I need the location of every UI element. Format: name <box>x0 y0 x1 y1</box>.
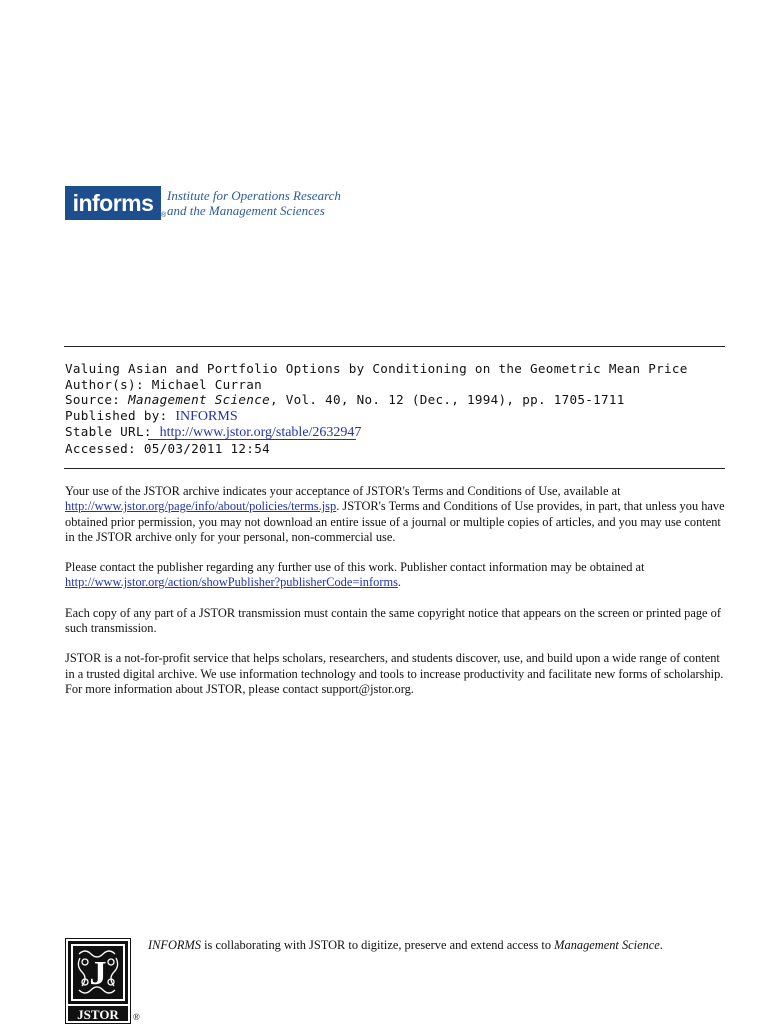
registered-mark: ® <box>161 212 167 219</box>
stable-url-underline <box>148 439 356 440</box>
published-line <box>65 408 725 425</box>
informs-logo <box>65 181 365 225</box>
informs-logo-wordmark: informs <box>72 189 154 216</box>
terms-paragraph-1 <box>65 484 725 545</box>
terms-p1-rest: . JSTOR's Terms and Conditions of Use provides, in part, that unless you have obtained prior permission, you may not download an entire issue of a journal or multiple copies of articles, and you may use content in the JSTOR archive only for your personal, non-commercial use. <box>65 499 725 544</box>
terms-paragraph-4: JSTOR is a not-for-profit service that helps scholars, researchers, and students discover, use, and build upon a wide range of content in a trusted digital archive. We use information technology and tools to increase productivity and facilitate new forms of scholarship. For more information about JSTOR, please contact support@jstor.org. <box>65 651 724 696</box>
bottom-divider <box>64 468 725 469</box>
source-journal: Management Science <box>128 392 270 407</box>
footer <box>65 938 745 1024</box>
stable-url-link[interactable]: http://www.jstor.org/stable/2632947 <box>159 425 362 440</box>
article-title: Valuing Asian and Portfolio Options by Conditioning on the Geometric Mean Price <box>65 361 688 376</box>
publisher-contact-link[interactable]: http://www.jstor.org/action/showPublisher?publisherCode=informs <box>65 575 398 590</box>
terms-link[interactable]: http://www.jstor.org/page/info/about/policies/terms.jsp <box>65 499 337 514</box>
svg-text:J: J <box>89 955 107 992</box>
informs-logo-name <box>167 188 341 218</box>
published-label: Published by: <box>65 407 168 423</box>
terms-p2-rest: . <box>397 575 402 590</box>
source-label: Source: <box>65 392 121 407</box>
informs-logo-mark <box>65 186 161 220</box>
terms-block <box>65 484 725 712</box>
stable-url-label: Stable URL: <box>65 424 152 439</box>
terms-p1-text: Your use of the JSTOR archive indicates your acceptance of JSTOR's Terms and Conditions of Use, available at <box>65 484 621 498</box>
accessed-label: Accessed: <box>65 440 136 456</box>
authors-label: Author(s): <box>65 376 144 392</box>
footer-end: . <box>659 938 663 952</box>
footer-body: is collaborating with JSTOR to digitize, preserve and extend access to <box>201 938 555 952</box>
terms-paragraph-2 <box>65 560 725 591</box>
source-line <box>65 392 725 408</box>
jstor-logo-text: JSTOR <box>77 1007 119 1022</box>
footer-text <box>148 938 663 953</box>
terms-paragraph-3: Each copy of any part of a JSTOR transmission must contain the same copyright notice that appears on the screen or printed page of such transmission. <box>65 605 721 636</box>
footer-journal: Management Science <box>554 938 660 952</box>
publisher-link[interactable]: INFORMS <box>175 408 238 424</box>
accessed-line <box>65 441 725 457</box>
accessed-value: 05/03/2011 12:54 <box>143 440 270 456</box>
top-divider <box>64 346 725 347</box>
jstor-logo <box>65 938 131 1024</box>
jstor-registered-mark: ® <box>133 1012 140 1022</box>
citation-block <box>65 361 725 456</box>
authors-line <box>65 377 725 393</box>
terms-p2-text: Please contact the publisher regarding any further use of this work. Publisher contact information may be obtained at <box>65 560 645 575</box>
authors-value: Michael Curran <box>151 376 263 392</box>
informs-logo-name-line1: Institute for Operations Research <box>167 188 341 203</box>
source-details: , Vol. 40, No. 12 (Dec., 1994), pp. 1705-1711 <box>269 392 625 407</box>
informs-logo-name-line2: and the Management Sciences <box>167 203 325 218</box>
footer-publisher: INFORMS <box>148 938 201 952</box>
